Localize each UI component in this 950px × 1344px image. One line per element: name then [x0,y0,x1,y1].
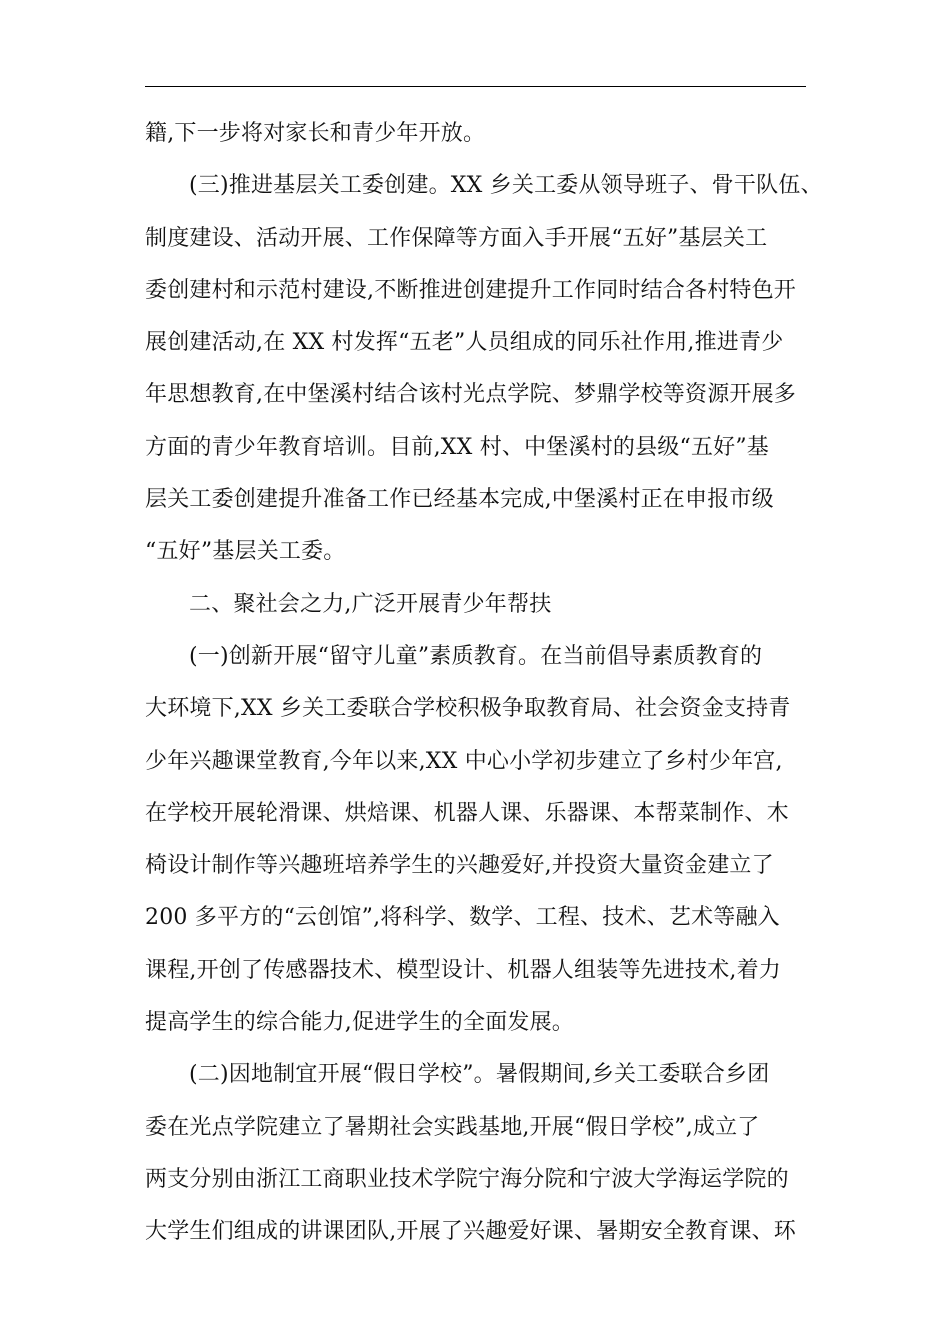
text-line: 少年兴趣课堂教育,今年以来,XX 中心小学初步建立了乡村少年宫, [145,748,783,774]
text-line: 大环境下,XX 乡关工委联合学校积极争取教育局、社会资金支持青 [145,696,791,722]
text-line: 籍,下一步将对家长和青少年开放。 [145,121,486,146]
text-line: 两支分别由浙江工商职业技术学院宁海分院和宁波大学海运学院的 [145,1166,789,1192]
text-line: 层关工委创建提升准备工作已经基本完成,中堡溪村正在申报市级 [145,487,774,513]
text-line: 提高学生的综合能力,促进学生的全面发展。 [145,1010,574,1036]
document-body [145,108,825,1259]
paragraph-first-line: (二)因地制宜开展“假日学校”。暑假期间,乡关工委联合乡团 [189,1062,770,1088]
paragraph-first-line: (三)推进基层关工委创建。XX 乡关工委从领导班子、骨干队伍、 [189,173,823,199]
text-line: 椅设计制作等兴趣班培养学生的兴趣爱好,并投资大量资金建立了 [145,853,774,879]
text-line: 委创建村和示范村建设,不断推进创建提升工作同时结合各村特色开 [145,277,796,303]
text-line: 制度建设、活动开展、工作保障等方面入手开展“五好”基层关工 [145,225,768,251]
paragraph-first-line: 二、聚社会之力,广泛开展青少年帮扶 [189,591,552,617]
text-line: “五好”基层关工委。 [145,539,346,565]
text-line: 200 多平方的“云创馆”,将科学、数学、工程、技术、艺术等融入 [145,905,780,931]
text-line: 大学生们组成的讲课团队,开展了兴趣爱好课、暑期安全教育课、环 [145,1219,796,1245]
paragraph-first-line: (一)创新开展“留守儿童”素质教育。在当前倡导素质教育的 [189,643,763,669]
text-line: 在学校开展轮滑课、烘焙课、机器人课、乐器课、本帮菜制作、木 [145,800,789,826]
text-line: 委在光点学院建立了暑期社会实践基地,开展“假日学校”,成立了 [145,1114,760,1140]
text-line: 年思想教育,在中堡溪村结合该村光点学院、梦鼎学校等资源开展多 [145,382,796,408]
text-line: 课程,开创了传感器技术、模型设计、机器人组装等先进技术,着力 [145,957,781,983]
header-rule [145,86,806,87]
text-line: 方面的青少年教育培训。目前,XX 村、中堡溪村的县级“五好”基 [145,434,770,460]
text-line: 展创建活动,在 XX 村发挥“五老”人员组成的同乐社作用,推进青少 [145,330,784,356]
